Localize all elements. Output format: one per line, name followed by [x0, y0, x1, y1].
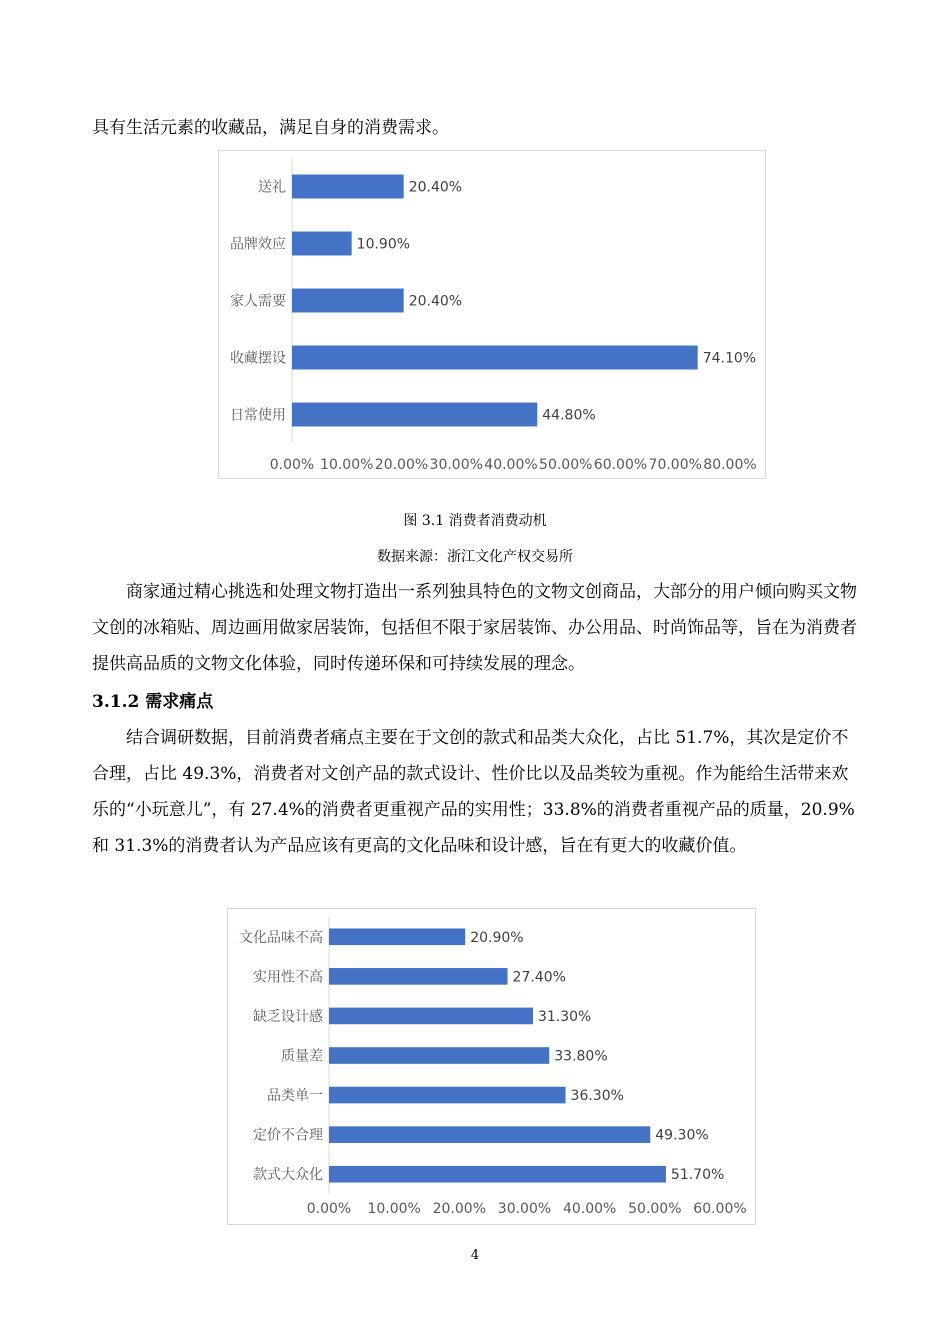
category-label: 家人需要	[230, 293, 286, 310]
bar	[329, 1008, 533, 1025]
pain-points-chart	[227, 908, 756, 1225]
category-label: 质量差	[281, 1048, 323, 1065]
category-label: 缺乏设计感	[253, 1008, 323, 1025]
intro-tail-text: 具有生活元素的收藏品，满足自身的消费需求。	[92, 118, 449, 138]
bar	[329, 1166, 666, 1183]
pain-points-chart-svg	[228, 909, 755, 1224]
bar	[292, 289, 404, 313]
category-label: 品牌效应	[230, 236, 286, 253]
tick-label: 50.00%	[539, 457, 593, 473]
paragraph-product-use: 商家通过精心挑选和处理文物打造出一系列独具特色的文物文创商品，大部分的用户倾向购买文物文创的冰箱贴、周边画用做家居装饰，包括但不限于家居装饰、办公用品、时尚饰品等，旨在为消费者提供高品质的文物文化体验，同时传递环保和可持续发展的理念。	[92, 582, 857, 674]
page-number: 4	[470, 1248, 480, 1263]
tick-label: 30.00%	[429, 457, 483, 473]
category-label: 日常使用	[230, 407, 286, 424]
tick-label: 30.00%	[497, 1201, 552, 1217]
bar	[292, 403, 537, 427]
tick-label: 80.00%	[703, 457, 757, 473]
data-label: 49.30%	[655, 1127, 709, 1144]
bar	[292, 232, 352, 256]
bar	[292, 175, 404, 199]
tick-label: 0.00%	[269, 457, 315, 473]
data-label: 20.40%	[408, 293, 463, 310]
bar	[329, 928, 465, 945]
tick-label: 60.00%	[693, 1201, 747, 1217]
figure-caption: 图 3.1 消费者消费动机	[403, 513, 547, 529]
data-label: 27.40%	[512, 969, 566, 986]
tick-label: 10.00%	[320, 457, 374, 473]
data-label: 10.90%	[356, 236, 411, 253]
tick-label: 70.00%	[648, 457, 702, 473]
data-label: 33.80%	[554, 1048, 608, 1065]
data-label: 20.90%	[470, 929, 524, 946]
category-label: 实用性不高	[253, 969, 323, 986]
bar	[329, 1047, 549, 1064]
category-label: 品类单一	[267, 1088, 323, 1105]
category-label: 文化品味不高	[239, 929, 323, 946]
data-label: 36.30%	[570, 1088, 624, 1105]
tick-label: 40.00%	[562, 1201, 617, 1217]
tick-label: 60.00%	[593, 457, 648, 473]
bar	[329, 1126, 650, 1143]
tick-label: 20.00%	[374, 457, 429, 473]
tick-label: 0.00%	[306, 1201, 352, 1217]
motivation-chart	[218, 150, 766, 479]
bar	[329, 968, 508, 985]
tick-label: 10.00%	[367, 1201, 421, 1217]
data-label: 51.70%	[670, 1167, 725, 1184]
category-label: 款式大众化	[253, 1167, 323, 1184]
motivation-chart-svg	[219, 151, 765, 478]
data-label: 44.80%	[542, 407, 596, 424]
category-label: 送礼	[258, 179, 286, 196]
paragraph-pain-points: 结合调研数据，目前消费者痛点主要在于文创的款式和品类大众化，占比 51.7%，其次是定价不合理，占比 49.3%，消费者对文创产品的款式设计、性价比以及品类较为重视。作为能给生活带来欢乐的“小玩意儿”，有 27.4%的消费者更重视产品的实用性；33.8%的消费者重视产品的质量，20.9%和 31.3%的消费者认为产品应该有更高的文化品味和设计感，旨在有更大的收藏价值。	[92, 728, 855, 856]
data-label: 74.10%	[702, 350, 757, 367]
data-label: 31.30%	[537, 1008, 592, 1025]
category-label: 定价不合理	[253, 1127, 323, 1144]
data-label: 20.40%	[408, 179, 463, 196]
tick-label: 50.00%	[628, 1201, 682, 1217]
figure-source: 数据来源：浙江文化产权交易所	[377, 549, 573, 565]
section-heading: 3.1.2 需求痛点	[92, 692, 214, 712]
bar	[292, 346, 698, 370]
category-label: 收藏摆设	[230, 350, 286, 367]
tick-label: 20.00%	[432, 1201, 487, 1217]
tick-label: 40.00%	[484, 457, 538, 473]
bar	[329, 1087, 566, 1104]
